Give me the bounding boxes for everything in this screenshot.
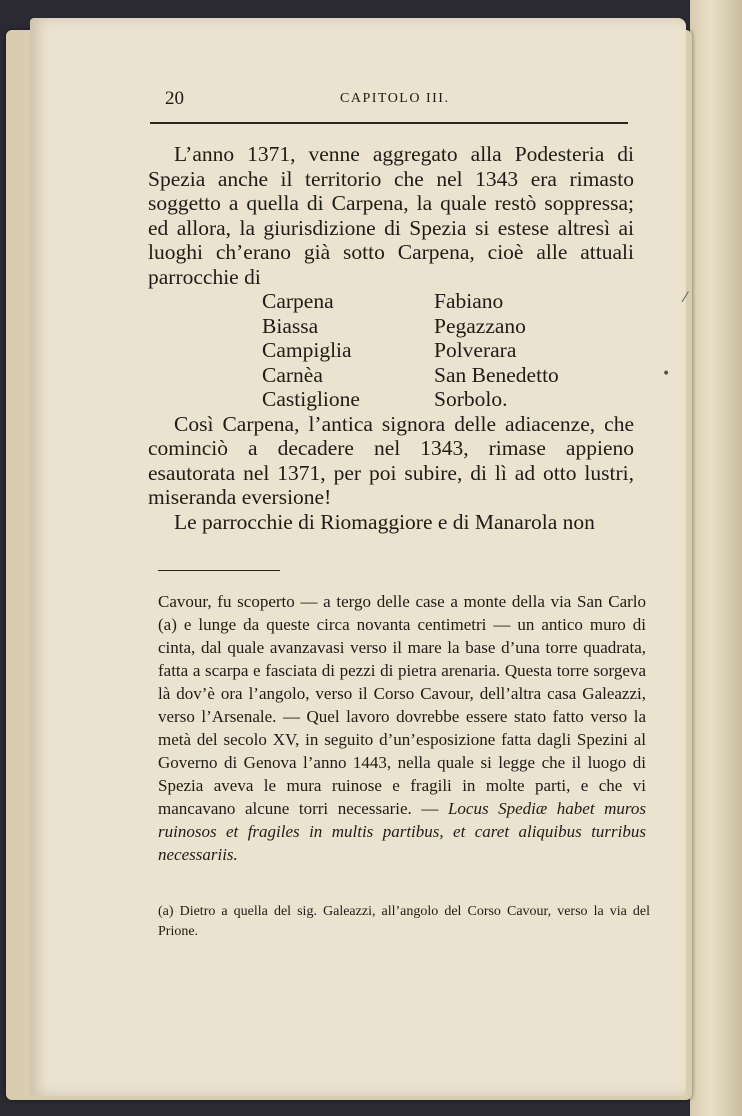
parish-item: Carnèa [262,362,323,387]
footnote-paragraph [158,590,646,866]
main-text [148,142,634,534]
paragraph-1: L’anno 1371, venne aggregato alla Podesteria di Spezia anche il territorio che nel 1343 era rimasto soggetto a quella di Carpena, la quale restò soppressa; ed allora, la giurisdizione di Spezia si estese altresì ai luoghi ch’erano già sotto Carpena, cioè alle attuali parrocchie di [148,142,634,289]
margin-mark: ⁄ [684,290,687,306]
header-rule [150,122,628,124]
background-pages [690,0,742,1116]
parish-item: Pegazzano [434,313,526,338]
page-number: 20 [165,88,184,109]
parish-item: San Benedetto [434,362,559,387]
running-title: CAPITOLO III. [340,91,450,106]
paragraph-3: Le parrocchie di Riomaggiore e di Manarola non [174,509,595,534]
paragraph-2: Così Carpena, l’antica signora delle adiacenze, che cominciò a decadere nel 1343, rimase appieno esautorata nel 1371, per poi subire, di lì ad otto lustri, miseranda eversione! [148,411,634,509]
parish-item: Castiglione [262,387,360,411]
footnote-rule [158,570,280,571]
parish-item: Carpena [262,289,334,313]
parish-item: Campiglia [262,338,352,362]
footnote-latin-quote: Locus Spediæ habet muros ruinosos et fragiles in multis partibus, et caret aliquibus turribus necessariis. [158,799,646,864]
parish-list [262,289,634,412]
parish-item: Fabiano [434,289,504,313]
footnote-text: Cavour, fu scoperto — a tergo delle case a monte della via San Carlo (a) e lunge da queste circa novanta centimetri — un antico muro di cinta, dal quale avanzavasi verso il mare la base d’una torre quadrata, fatta a scarpa e fasciata di pezzi di pietra arenaria. Questa torre sorgeva là dov’è ora l’angolo, verso il Corso Cavour, dell’altra casa Galeazzi, verso l’Arsenale. — Quel lavoro dovrebbe essere stato fatto verso la metà del secolo XV, in seguito d’un’esposizione fatta dagli Spezini al Governo di Genova l’anno 1443, nella quale si legge che il luogo di Spezia aveva le mura ruinose e fragili in molte parti, e che vi mancavano alcune torri necessarie. — [158,592,646,818]
parish-item: Sorbolo. [434,387,508,411]
parish-item: Biassa [262,313,319,338]
sub-footnote: (a) Dietro a quella del sig. Galeazzi, all’angolo del Corso Cavour, verso la via del Prione. [158,904,650,939]
footnote [158,590,646,866]
parish-item: Polverara [434,338,517,362]
margin-dot: • [662,366,671,382]
